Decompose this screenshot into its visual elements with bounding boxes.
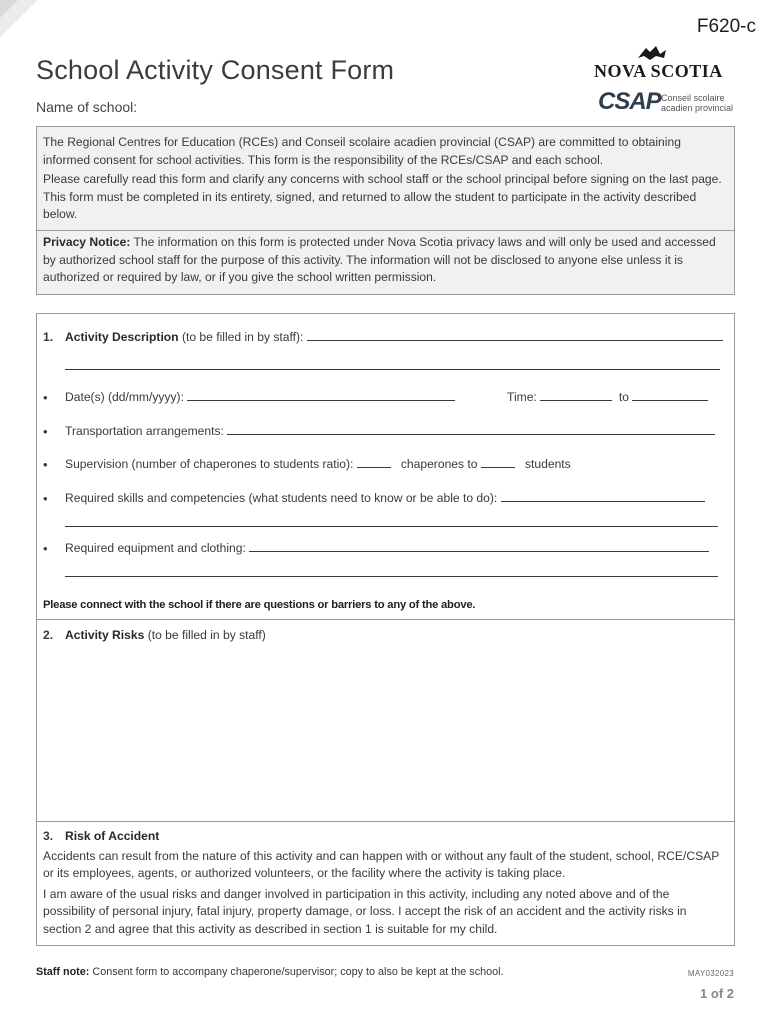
transport-label: Transportation arrangements: bbox=[65, 424, 224, 438]
section-1-number: 1. bbox=[43, 330, 54, 344]
intro-box bbox=[36, 126, 735, 295]
activity-description-field-line-2[interactable] bbox=[65, 369, 720, 370]
staff-note bbox=[36, 966, 504, 978]
connect-note: Please connect with the school if there are questions or barriers to any of the above. bbox=[43, 599, 476, 611]
section-3-title: Risk of Accident bbox=[65, 829, 160, 843]
form-title: School Activity Consent Form bbox=[36, 55, 395, 85]
section-1-note: (to be filled in by staff): bbox=[181, 330, 304, 344]
privacy-notice-text: The information on this form is protected under Nova Scotia privacy laws and will only be used and accessed by authorized school staff for the purpose of this activity. The information will not be disclosed to anyone else unless it is authorized or required by law, or if you give the school written permission. bbox=[43, 235, 716, 285]
dates-field[interactable] bbox=[187, 400, 455, 401]
chaperones-to-label: chaperones to bbox=[400, 457, 478, 471]
bullet: • bbox=[43, 491, 48, 506]
intro-divider bbox=[37, 230, 734, 231]
school-name-label: Name of school: bbox=[36, 99, 138, 115]
section-2-number: 2. bbox=[43, 628, 54, 642]
students-count-field[interactable] bbox=[481, 467, 515, 468]
chaperones-count-field[interactable] bbox=[357, 467, 391, 468]
activity-description-field[interactable] bbox=[307, 340, 723, 341]
time-label: Time: bbox=[507, 390, 537, 404]
section-divider-1 bbox=[37, 619, 734, 620]
transport-field[interactable] bbox=[227, 434, 715, 435]
skills-field[interactable] bbox=[501, 501, 705, 502]
nova-scotia-wordmark: NOVA SCOTIA bbox=[594, 61, 723, 81]
section-3-heading bbox=[43, 829, 726, 843]
bullet: • bbox=[43, 457, 48, 472]
csap-subtitle bbox=[661, 93, 733, 113]
equipment-label: Required equipment and clothing: bbox=[65, 541, 246, 555]
skills-label: Required skills and competencies (what students need to know or be able to do): bbox=[65, 491, 498, 505]
risk-paragraph-1: Accidents can result from the nature of this activity and can happen with or without any fault of the student, school, RCE/CSAP or its employees, agents, or authorized volunteers, or the facility where the activity is taking place. bbox=[43, 849, 720, 881]
section-1-title: Activity Description bbox=[65, 330, 179, 344]
bullet: • bbox=[43, 541, 48, 556]
section-2-note: (to be filled in by staff) bbox=[147, 628, 266, 642]
csap-subtitle-line2: acadien provincial bbox=[661, 103, 734, 113]
intro-paragraph-1: The Regional Centres for Education (RCEs) and Conseil scolaire acadien provincial (CSAP) are committed to obtaining informed consent for school activities. This form is the responsibility of the RCEs/CSAP and each school. bbox=[43, 135, 681, 167]
csap-wordmark: CSAP bbox=[598, 88, 661, 115]
staff-note-label: Staff note: bbox=[36, 966, 90, 978]
bullet: • bbox=[43, 424, 48, 439]
section-2-heading bbox=[43, 628, 726, 642]
form-code: F620-c bbox=[696, 16, 756, 37]
skills-field-line-2[interactable] bbox=[65, 526, 718, 527]
intro-paragraph-2: Please carefully read this form and clarify any concerns with school staff or the school principal before signing on the last page. This form must be completed in its entirety, signed, and returned to allow the student to participate in the activity described below. bbox=[43, 172, 722, 222]
csap-logo bbox=[598, 88, 738, 118]
time-end-field[interactable] bbox=[632, 400, 708, 401]
section-divider-2 bbox=[37, 821, 734, 822]
activity-risks-field[interactable] bbox=[43, 650, 726, 820]
privacy-notice bbox=[43, 234, 728, 287]
time-start-field[interactable] bbox=[540, 400, 612, 401]
risk-paragraph-2: I am aware of the usual risks and danger involved in participation in this activity, including any noted above and of the possibility of personal injury, fatal injury, property damage, or loss. I accept the risk of an accident and the activity risks in section 2 and agree that this activity as described in section 1 is suitable for my child. bbox=[43, 887, 687, 936]
students-label: students bbox=[524, 457, 571, 471]
activity-form-box bbox=[36, 313, 735, 946]
csap-subtitle-line1: Conseil scolaire bbox=[661, 93, 725, 103]
time-to-label: to bbox=[618, 390, 629, 404]
form-version: MAY032023 bbox=[687, 969, 734, 978]
section-2-title: Activity Risks bbox=[65, 628, 145, 642]
bullet: • bbox=[43, 390, 48, 405]
equipment-field[interactable] bbox=[249, 551, 709, 552]
supervision-label: Supervision (number of chaperones to students ratio): bbox=[65, 457, 354, 471]
nova-scotia-logo bbox=[594, 44, 734, 84]
staff-note-text: Consent form to accompany chaperone/supervisor; copy to also be kept at the school. bbox=[92, 966, 504, 978]
dates-label: Date(s) (dd/mm/yyyy): bbox=[65, 390, 184, 404]
privacy-notice-label: Privacy Notice: bbox=[43, 235, 131, 249]
page-number: 1 of 2 bbox=[700, 986, 734, 1001]
section-3-number: 3. bbox=[43, 829, 54, 843]
section-1-heading bbox=[43, 330, 726, 344]
equipment-field-line-2[interactable] bbox=[65, 576, 718, 577]
